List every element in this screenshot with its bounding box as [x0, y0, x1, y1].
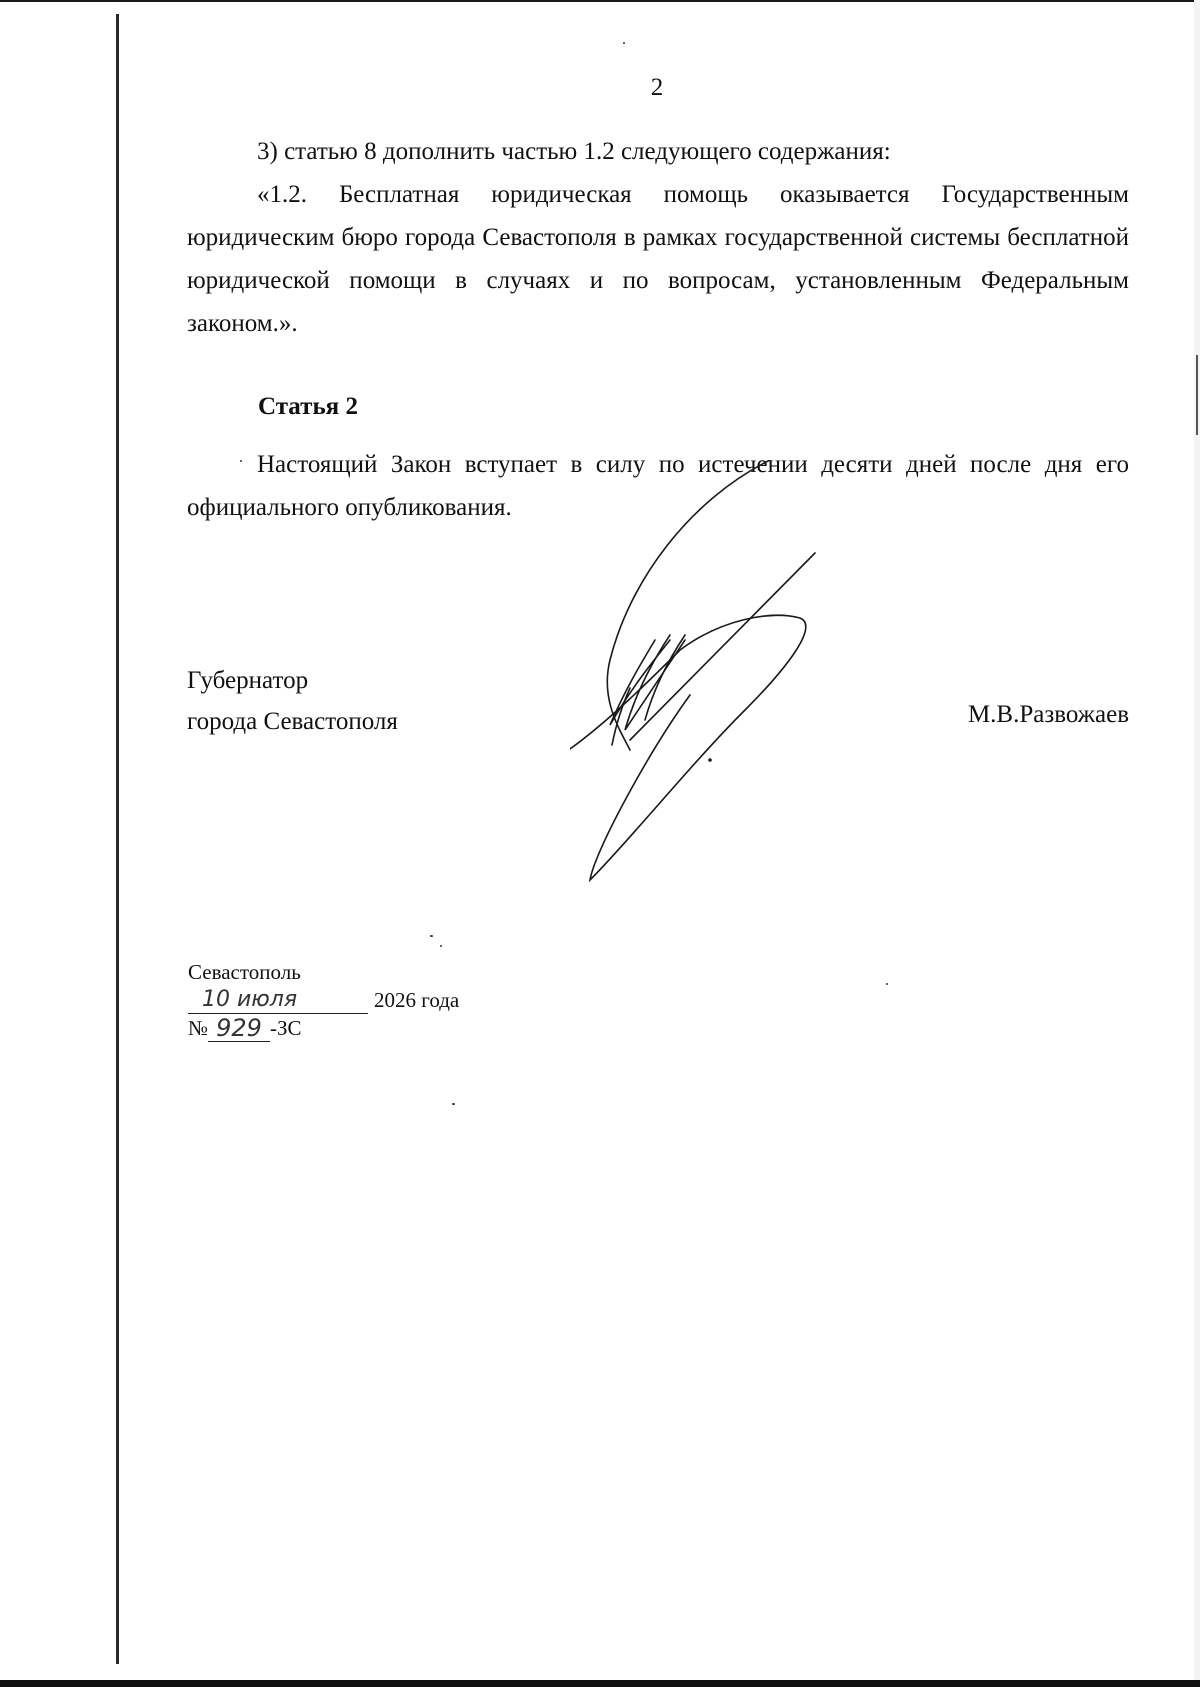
- handwritten-number: 929: [208, 1015, 270, 1042]
- amendment-intro: 3) статью 8 дополнить частью 1.2 следующего содержания:: [257, 138, 891, 165]
- amendment-section: [187, 130, 1129, 345]
- signatory-name: М.В.Развожаев: [967, 701, 1129, 728]
- binding-margin-line: [116, 14, 119, 1664]
- scan-speck: [430, 935, 433, 937]
- signatory-title-line2: города Севастополя: [187, 708, 398, 735]
- scan-speck: [623, 42, 625, 44]
- amendment-text: «1.2. Бесплатная юридическая помощь оказывается Государственным юридическим бюро города Севастополя в рамках государственной системы бесплатной юридической помощи в случаях и по вопросам, установленным Федеральным законом.».: [187, 181, 1129, 337]
- scan-speck: [452, 1103, 455, 1105]
- scan-edge-bottom: [0, 1680, 1200, 1687]
- signatory-title-line1: Губернатор: [187, 667, 309, 694]
- scan-edge-top: [0, 0, 1200, 2]
- date-line: [188, 986, 459, 1014]
- number-sign: №: [188, 1016, 209, 1040]
- law-number-suffix: -ЗС: [270, 1016, 302, 1040]
- scan-artifact-line: [1196, 355, 1198, 435]
- signatory-title: [187, 660, 398, 742]
- scan-speck: [440, 945, 442, 947]
- place-date-block: [188, 958, 459, 1042]
- place-name: Севастополь: [188, 960, 301, 984]
- scan-edge-right: [1194, 0, 1200, 1687]
- law-number-line: [188, 1014, 459, 1042]
- article-2-text: Настоящий Закон вступает в силу по истечении десяти дней после дня его официального опубликования.: [187, 451, 1129, 521]
- scan-speck: [240, 460, 242, 462]
- scan-speck: [886, 983, 888, 985]
- handwritten-date: 10 июля: [188, 987, 368, 1014]
- date-year: 2026 года: [374, 988, 460, 1012]
- handwritten-signature: [570, 460, 830, 890]
- page-number: 2: [650, 74, 664, 101]
- article-2-heading: Статья 2: [258, 393, 358, 420]
